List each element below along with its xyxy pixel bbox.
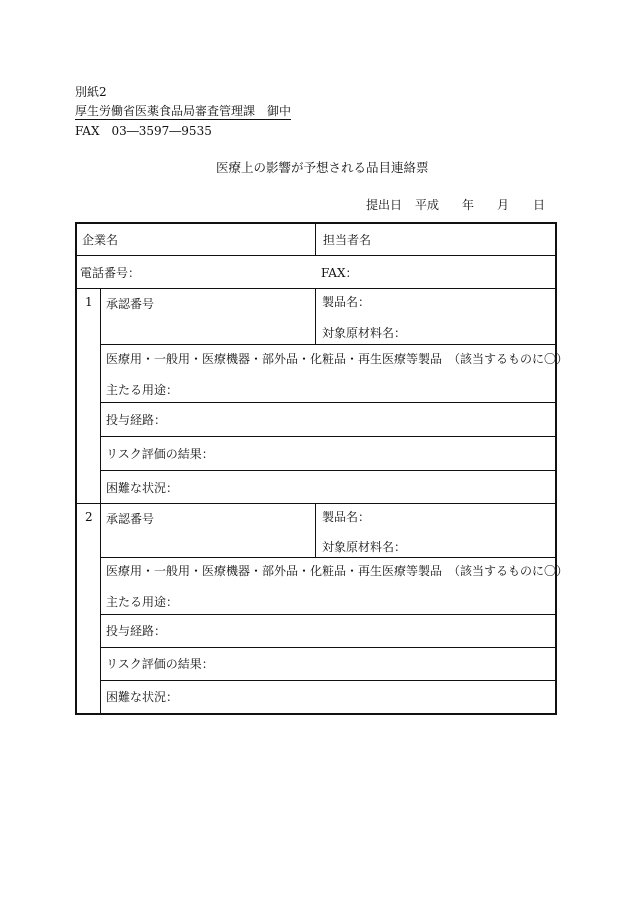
target-material-label: 対象原材料名：: [322, 540, 407, 554]
phone-label: 電話番号：: [80, 266, 141, 280]
submission-month: 月: [497, 198, 510, 212]
approval-number-label: 承認番号: [106, 512, 155, 526]
item-number: 1: [85, 295, 93, 309]
number-column-divider: [100, 288, 101, 715]
risk-evaluation-label: リスク評価の結果：: [106, 447, 214, 461]
administration-route-label: 投与経路：: [106, 624, 167, 638]
submission-era: 平成: [415, 198, 440, 212]
product-divider: [315, 503, 316, 558]
row-line: [75, 503, 557, 504]
row-line: [100, 647, 557, 648]
row-line: [100, 557, 557, 558]
table-border-bottom: [75, 713, 557, 715]
row-line: [100, 344, 557, 345]
company-divider: [315, 222, 316, 256]
row-line: [75, 255, 557, 256]
difficulty-label: 困難な状況：: [106, 690, 179, 704]
row-line: [100, 680, 557, 681]
fax-number: FAX 03―3597―9535: [75, 124, 212, 138]
company-name-label: 企業名: [82, 233, 119, 247]
target-material-label: 対象原材料名：: [322, 326, 407, 340]
category-options: 医療用・一般用・医療機器・部外品・化粧品・再生医療等製品 （該当するものに〇）: [106, 352, 569, 366]
contact-form-table: [75, 222, 569, 715]
risk-evaluation-label: リスク評価の結果：: [106, 657, 214, 671]
main-use-label: 主たる用途：: [106, 595, 179, 609]
main-use-label: 主たる用途：: [106, 383, 179, 397]
row-line: [100, 470, 557, 471]
fax-label: FAX：: [321, 266, 358, 280]
submission-year: 年: [462, 198, 475, 212]
row-line: [100, 402, 557, 403]
table-border-right: [555, 222, 557, 715]
administration-route-label: 投与経路：: [106, 413, 167, 427]
category-options: 医療用・一般用・医療機器・部外品・化粧品・再生医療等製品 （該当するものに〇）: [106, 564, 569, 578]
difficulty-label: 困難な状況：: [106, 481, 179, 495]
submission-day: 日: [533, 198, 546, 212]
row-line: [100, 436, 557, 437]
table-border-left: [75, 222, 77, 715]
attachment-label: 別紙2: [75, 85, 107, 99]
row-line: [75, 288, 557, 289]
form-title: 医療上の影響が予想される品目連絡票: [216, 160, 429, 175]
row-line: [100, 614, 557, 615]
product-name-label: 製品名：: [322, 510, 371, 524]
recipient-line: 厚生労働省医薬食品局審査管理課 御中: [75, 104, 292, 118]
product-divider: [315, 288, 316, 345]
table-border-top: [75, 222, 557, 224]
person-in-charge-label: 担当者名: [323, 233, 372, 247]
product-name-label: 製品名：: [322, 295, 371, 309]
item-number: 2: [85, 510, 93, 524]
submission-date-label: 提出日: [366, 198, 403, 212]
approval-number-label: 承認番号: [106, 297, 155, 311]
